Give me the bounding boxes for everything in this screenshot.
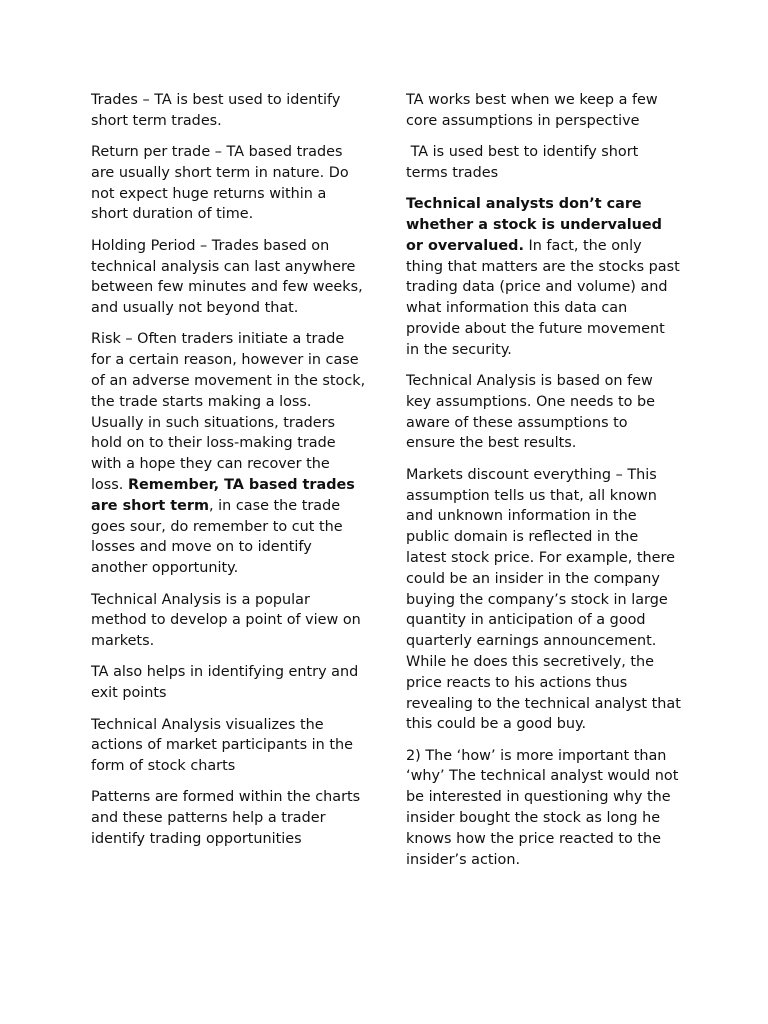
risk-text-outro: , in case the trade goes sour, do remember to cut the losses and move on to identify another opportunity.	[91, 497, 343, 577]
paragraph-core-assumptions: TA works best when we keep a few core assumptions in perspective	[406, 92, 658, 129]
analysts-text-body: In fact, the only thing that matters are the stocks past trading data (price and volume) and what information this data can provide about the future movement in the security.	[406, 237, 680, 358]
paragraph-holding-period: Holding Period – Trades based on technical analysis can last anywhere between few minutes and few weeks, and usually not beyond that.	[91, 237, 363, 317]
paragraph-patterns: Patterns are formed within the charts and these patterns help a trader identify trading opportunities	[91, 789, 361, 847]
paragraph-key-assumptions: Technical Analysis is based on few key assumptions. One needs to be aware of these assumptions to ensure the best results.	[406, 373, 655, 452]
left-column	[91, 90, 366, 860]
paragraph-trades: Trades – TA is best used to identify short term trades.	[91, 92, 341, 129]
paragraph-how-vs-why: 2) The ‘how’ is more important than ‘why’ The technical analyst would not be interested in questioning why the insider bought the stock as long he knows how the price reacted to the insider’s action.	[406, 747, 679, 868]
paragraph-short-terms-trades: TA is used best to identify short terms trades	[406, 144, 643, 181]
paragraph-risk	[91, 329, 366, 579]
analysts-text-emphasis: Technical analysts don’t care whether a stock is undervalued or overvalued.	[406, 196, 662, 254]
risk-text-intro: Risk – Often traders initiate a trade for a certain reason, however in case of an adverse movement in the stock, the trade starts making a loss. Usually in such situations, traders hold on to their loss-making trade with a hope they can recover the loss.	[91, 331, 366, 494]
right-column	[406, 90, 681, 881]
risk-text-emphasis: Remember, TA based trades are short term	[91, 477, 355, 514]
paragraph-markets-discount: Markets discount everything – This assumption tells us that, all known and unknown information in the public domain is reflected in the latest stock price. For example, there could be an insider in the company buying the company’s stock in large quantity in anticipation of a good quarterly earnings announcement. While he does this secretively, the price reacts to his actions thus revealing to the technical analyst that this could be a good buy.	[406, 466, 681, 733]
paragraph-analysts-dont-care	[406, 194, 681, 360]
paragraph-return-per-trade: Return per trade – TA based trades are usually short term in nature. Do not expect huge returns within a short duration of time.	[91, 144, 349, 223]
paragraph-ta-popular-method: Technical Analysis is a popular method to develop a point of view on markets.	[91, 591, 361, 650]
paragraph-ta-visualizes: Technical Analysis visualizes the actions of market participants in the form of stock charts	[91, 716, 353, 775]
paragraph-entry-exit-points: TA also helps in identifying entry and exit points	[91, 664, 359, 702]
